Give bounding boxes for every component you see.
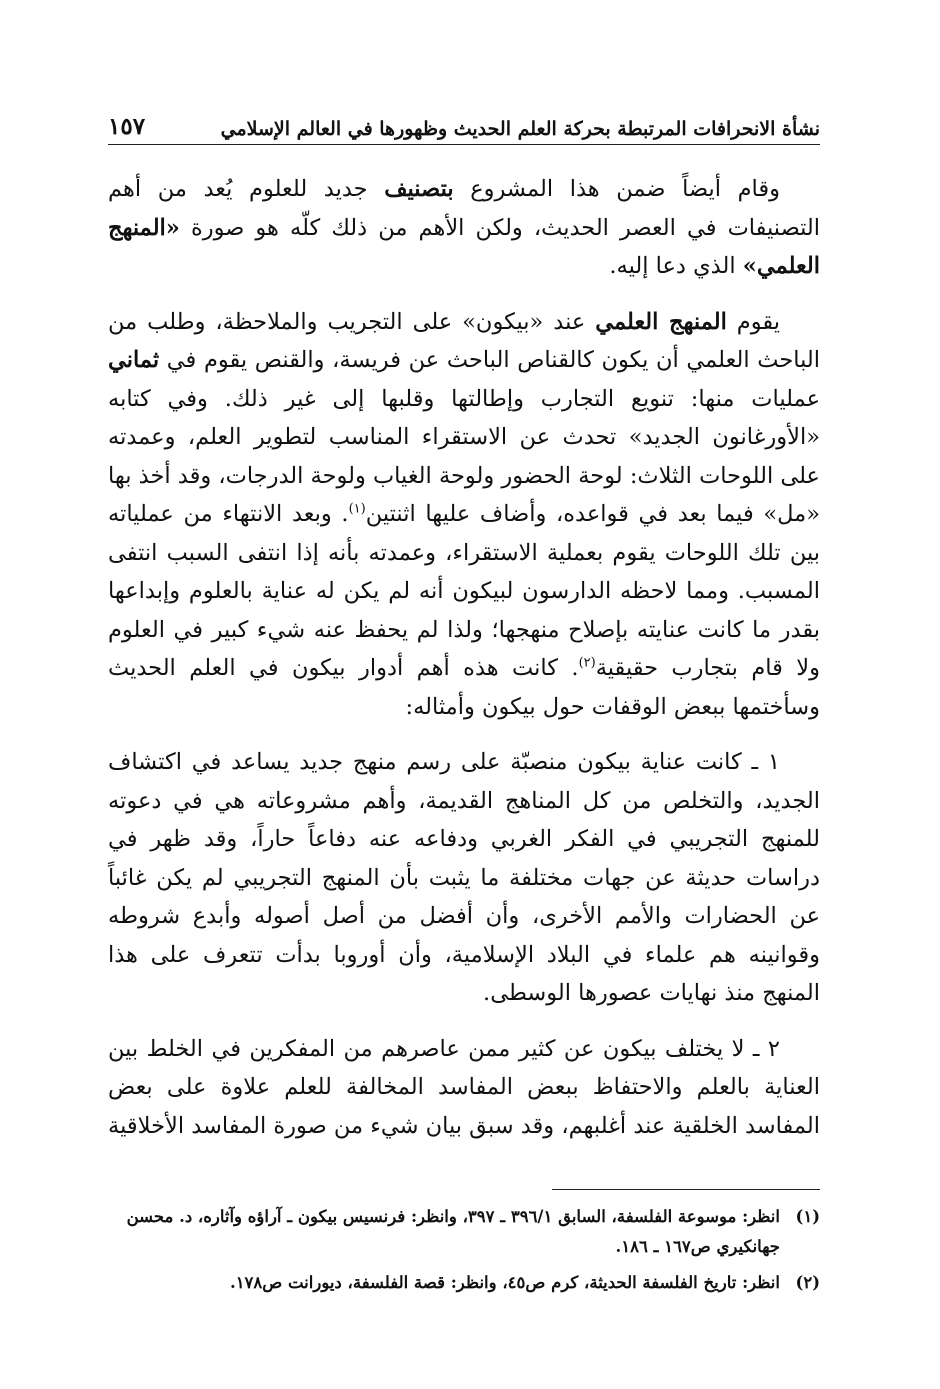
- paragraph-4: ٢ ـ لا يختلف بيكون عن كثير ممن عاصرهم من المفكرين في الخلط بين العناية بالعلم والاحتفاظ ببعض المفاسد المخالفة للعلم علاوة على بعض المفاسد الخلقية عند أغلبهم، وقد سبق بيان شيء من صورة المفاسد الأخلاقية: [108, 1035, 820, 1139]
- paragraph-1: وقام أيضاً ضمن هذا المشروع بتصنيف جديد للعلوم يُعد من أهم التصنيفات في العصر الحديث، ولكن الأهم من ذلك كلّه هو صورة «المنهج العلمي» الذي دعا إليه.: [108, 176, 820, 279]
- footnote-ref-2[interactable]: (٢): [578, 655, 596, 671]
- page-number: ١٥٧: [108, 113, 146, 140]
- footnote-1: [108, 1202, 820, 1262]
- footnote-separator: [552, 1189, 820, 1190]
- header-title: نشأة الانحرافات المرتبطة بحركة العلم الحديث وظهورها في العالم الإسلامي: [220, 118, 820, 140]
- body-text: [108, 170, 820, 1162]
- footnotes: [108, 1202, 820, 1298]
- footnote-text: انظر: موسوعة الفلسفة، السابق ٣٩٦/١ ـ ٣٩٧، وانظر: فرنسيس بيكون ـ آراؤه وآثاره، د. محسن جهانكيري ص١٦٧ ـ ١٨٦.: [126, 1207, 780, 1256]
- footnote-number: (٢): [795, 1273, 820, 1292]
- running-header: [108, 104, 820, 145]
- footnote-text: انظر: تاريخ الفلسفة الحديثة، كرم ص٤٥، وانظر: قصة الفلسفة، ديورانت ص١٧٨.: [229, 1273, 780, 1292]
- footnote-2: [108, 1268, 820, 1298]
- paragraph-3: ١ ـ كانت عناية بيكون منصبّة على رسم منهج جديد يساعد في اكتشاف الجديد، والتخلص من كل المناهج القديمة، وأهم مشروعاته هي في دعوته للمنهج التجريبي في الفكر الغربي ودفاعه عنه دفاعاً حاراً، وقد ظهر في دراسات حديثة عن جهات مختلفة ما يثبت بأن المنهج التجريبي لم يكن غائباً عن الحضارات والأمم الأخرى، وأن أفضل من أصل أصوله وأبدع شروطه وقوانينه هم علماء في البلاد الإسلامية، وأن أوروبا بدأت تتعرف على هذا المنهج منذ نهايات عصورها الوسطى.: [108, 749, 820, 1006]
- footnote-ref-1[interactable]: (١): [348, 501, 366, 517]
- paragraph-2: يقوم المنهج العلمي عند «بيكون» على التجريب والملاحظة، وطلب من الباحث العلمي أن يكون كالقناص الباحث عن فريسة، والقنص يقوم في ثماني عمليات منها: تنويع التجارب وإطالتها وقلبها إلى غير ذلك. وفي كتابه «الأورغانون الجديد» تحدث عن الاستقراء المناسب لتطوير العلم، وعمدته على اللوحات الثلاث: لوحة الحضور ولوحة الغياب ولوحة الدرجات، وقد أخذ بها «مل» فيما بعد في قواعده، وأضاف عليها اثنتين$^{(١)}$. وبعد الانتهاء من عملياته بين تلك اللوحات يقوم بعملية الاستقراء، وعمدته بأنه إذا انتفى السبب انتفى المسبب. ومما لاحظه الدارسون لبيكون أنه لم يكن له عناية بالعلوم وإبداعها بقدر ما كانت عنايته بإصلاح منهجها؛ ولذا لم يحفظ عنه شيء كبير في العلوم ولا قام بتجارب حقيقية$^{(٢)}$. كانت هذه أهم أدوار بيكون في العلم الحديث وسأختمها ببعض الوقفات حول بيكون وأمثاله:: [108, 308, 820, 720]
- footnote-number: (١): [795, 1207, 820, 1226]
